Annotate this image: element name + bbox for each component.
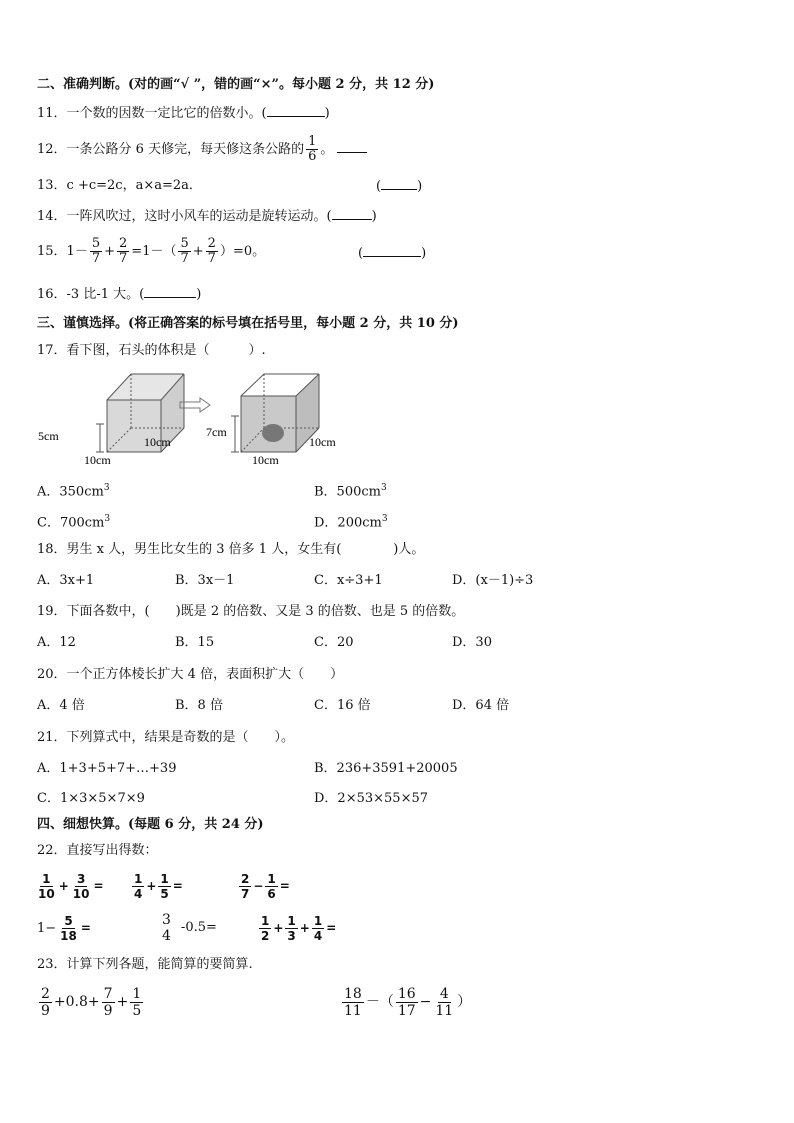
numerator: 5 <box>64 914 73 928</box>
numerator: 1 <box>287 914 296 928</box>
numerator: 1 <box>132 985 142 1002</box>
equals: = <box>326 921 337 935</box>
operator: + <box>146 879 157 893</box>
fraction <box>285 914 297 943</box>
fraction <box>160 912 173 944</box>
paren-left: ( <box>376 179 382 194</box>
option-21-a[interactable]: A．1+3+5+7+…+39 <box>37 761 177 776</box>
numerator: 1 <box>134 872 143 886</box>
denominator: 5 <box>132 1002 142 1019</box>
left-container <box>96 374 184 452</box>
option-18-c[interactable]: C．x÷3+1 <box>314 573 383 588</box>
numerator: 18 <box>344 985 362 1002</box>
answer-blank-13[interactable] <box>381 177 417 190</box>
numerator: 2 <box>207 236 216 251</box>
fraction <box>396 986 418 1019</box>
question-16 <box>37 285 201 304</box>
denominator: 11 <box>344 1002 362 1019</box>
denominator: 17 <box>397 1002 416 1019</box>
option-20-b[interactable]: B．8 倍 <box>175 698 223 713</box>
denominator: 6 <box>267 887 276 901</box>
fraction <box>206 237 218 266</box>
question-19: 19．下面各数中，( )既是 2 的倍数、又是 3 的倍数、也是 5 的倍数。 <box>37 604 465 619</box>
question-18: 18．男生 x 人，男生比女生的 3 倍多 1 人，女生有( )人。 <box>37 542 425 557</box>
answer-blank-16[interactable] <box>144 285 196 298</box>
denominator: 7 <box>119 251 128 266</box>
option-19-a[interactable]: A．12 <box>37 635 76 650</box>
numerator: 16 <box>397 985 416 1002</box>
fraction <box>342 986 364 1019</box>
paren-right: ) <box>417 179 423 194</box>
answer-blank-14[interactable] <box>332 207 372 220</box>
calc-2 <box>340 982 471 1022</box>
denominator: 2 <box>261 929 270 943</box>
denominator: 4 <box>134 887 143 901</box>
numerator: 2 <box>241 872 250 886</box>
denominator: 10 <box>72 887 90 901</box>
numerator: 1 <box>267 872 276 886</box>
denominator: 4 <box>313 929 323 943</box>
expr-1 <box>34 868 104 904</box>
numerator: 3 <box>162 911 171 928</box>
denominator: 7 <box>241 887 250 901</box>
right-width-label: 10cm <box>309 435 336 449</box>
question-12 <box>37 132 367 168</box>
expr-6 <box>257 910 336 946</box>
cube-exponent: 3 <box>103 483 110 493</box>
denominator: 3 <box>287 929 296 943</box>
operator: + <box>58 879 69 893</box>
question-17: 17．看下图，石头的体积是（ ）. <box>37 343 266 358</box>
option-text: B．500cm <box>314 484 381 500</box>
denominator: 18 <box>60 929 77 943</box>
question-13-answer <box>376 177 422 196</box>
denominator: 10 <box>38 887 55 901</box>
option-17-d[interactable] <box>314 510 388 532</box>
option-text: A．350cm <box>37 484 104 500</box>
operator: + <box>299 921 310 935</box>
fraction <box>433 986 455 1019</box>
numerator: 5 <box>91 236 101 251</box>
answer-blank-15[interactable] <box>363 244 421 257</box>
paren-right: ) <box>421 246 427 261</box>
option-text: C．700cm <box>37 515 105 531</box>
option-20-c[interactable]: C．16 倍 <box>314 698 371 713</box>
option-18-a[interactable]: A．3x+1 <box>37 573 95 588</box>
numerator: 5 <box>180 236 189 251</box>
numerator: 1 <box>160 872 169 886</box>
numerator: 2 <box>119 236 128 251</box>
numerator: 4 <box>439 985 449 1002</box>
right-depth-label: 10cm <box>252 453 279 467</box>
option-17-b[interactable] <box>314 479 387 501</box>
denominator: 9 <box>103 1002 113 1019</box>
left-width-label: 10cm <box>144 435 171 449</box>
question-12-end: 。 <box>320 142 334 157</box>
operator: − <box>253 879 264 893</box>
question-11-end: ) <box>324 106 330 121</box>
numerator: 1 <box>261 914 270 928</box>
calc-end: ） <box>457 994 472 1010</box>
expr-2 <box>130 868 183 904</box>
option-19-d[interactable]: D．30 <box>452 635 492 650</box>
numerator: 1 <box>42 872 51 886</box>
equals: = <box>80 921 91 935</box>
fraction <box>36 872 57 901</box>
plus-sign: + <box>104 244 116 259</box>
calc-1 <box>37 982 145 1022</box>
expr-prefix: 1− <box>37 921 57 936</box>
cube-exponent: 3 <box>381 514 388 524</box>
denominator: 7 <box>91 251 101 266</box>
question-22: 22．直接写出得数： <box>37 843 158 858</box>
denominator: 7 <box>180 251 189 266</box>
question-21: 21．下列算式中，结果是奇数的是（ ）。 <box>37 730 295 745</box>
calc-mid: +0.8+ <box>53 994 100 1010</box>
fraction <box>239 872 251 901</box>
question-20: 20．一个正方体棱长扩大 4 倍，表面积扩大（ ） <box>37 667 344 682</box>
fraction <box>132 872 144 901</box>
option-18-d[interactable]: D．(x－1)÷3 <box>452 573 534 588</box>
question-13-text: 13．c +c=2c，a×a=2a． <box>37 178 202 193</box>
question-16-end: ) <box>196 287 202 302</box>
fraction <box>117 237 129 266</box>
cube-exponent: 3 <box>380 483 387 493</box>
fraction <box>58 914 79 943</box>
denominator: 5 <box>160 887 169 901</box>
question-11 <box>37 104 330 123</box>
operator: + <box>273 921 284 935</box>
fraction <box>312 914 324 943</box>
fraction <box>90 237 102 266</box>
denominator: 9 <box>41 1002 50 1019</box>
operator: + <box>116 994 129 1010</box>
option-21-d[interactable]: D．2×53×55×57 <box>314 791 428 806</box>
operator: − <box>419 994 432 1010</box>
fraction <box>130 986 143 1019</box>
question-14-text: 14．一阵风吹过，这时小风车的运动是旋转运动。( <box>37 209 332 224</box>
option-text: D．200cm <box>314 515 382 531</box>
right-height-label: 7cm <box>206 425 227 439</box>
answer-blank-12[interactable] <box>337 140 367 153</box>
fraction <box>71 872 92 901</box>
stone-icon <box>262 424 284 442</box>
expr-rest: -0.5= <box>180 920 217 935</box>
volume-figure <box>34 366 364 470</box>
fraction <box>158 872 170 901</box>
question-23: 23．计算下列各题，能简算的要简算. <box>37 957 253 972</box>
left-depth-label: 10cm <box>84 453 111 467</box>
option-19-b[interactable]: B．15 <box>175 635 215 650</box>
option-20-a[interactable]: A．4 倍 <box>37 698 85 713</box>
question-14 <box>37 207 377 226</box>
numerator: 2 <box>41 985 50 1002</box>
plus-sign: + <box>192 244 204 259</box>
fraction <box>265 872 277 901</box>
left-height-label: 5cm <box>38 429 59 443</box>
denominator: 11 <box>435 1002 454 1019</box>
numerator: 7 <box>103 985 113 1002</box>
denominator: 6 <box>308 149 317 164</box>
question-15-b: =1－（ <box>131 244 177 259</box>
section-4-title: 四、细想快算。(每题 6 分，共 24 分) <box>37 817 264 832</box>
cube-exponent: 3 <box>104 514 111 524</box>
fraction <box>178 237 190 266</box>
expr-3 <box>237 868 290 904</box>
option-17-c[interactable] <box>37 510 110 532</box>
expr-5 <box>158 910 217 946</box>
option-17-a[interactable] <box>37 479 110 501</box>
question-15 <box>37 234 265 270</box>
fraction <box>102 986 115 1019</box>
equals: = <box>172 879 183 893</box>
equals: = <box>93 879 104 893</box>
numerator: 1 <box>313 914 323 928</box>
denominator: 4 <box>162 927 171 944</box>
question-15-c: ）=0。 <box>219 244 266 259</box>
question-16-text: 16．-3 比-1 大。( <box>37 287 145 302</box>
fraction <box>39 986 52 1019</box>
question-15-a: 15．1－ <box>37 244 88 259</box>
denominator: 7 <box>207 251 216 266</box>
fraction <box>306 135 318 164</box>
option-20-d[interactable]: D．64 倍 <box>452 698 510 713</box>
calc-mid: －（ <box>365 994 394 1010</box>
option-21-c[interactable]: C．1×3×5×7×9 <box>37 791 145 806</box>
paren-left: ( <box>358 246 364 261</box>
numerator: 3 <box>76 872 86 886</box>
fraction <box>259 914 271 943</box>
answer-blank-11[interactable] <box>267 104 325 117</box>
question-14-end: ) <box>371 209 377 224</box>
section-2-title: 二、准确判断。(对的画“√ ”，错的画“×”。每小题 2 分，共 12 分) <box>37 77 435 92</box>
equals: = <box>279 879 290 893</box>
option-18-b[interactable]: B．3x－1 <box>175 573 235 588</box>
expr-4 <box>37 910 91 947</box>
question-12-text: 12．一条公路分 6 天修完，每天修这条公路的 <box>37 142 305 157</box>
option-19-c[interactable]: C．20 <box>314 635 354 650</box>
question-15-answer <box>358 244 426 263</box>
section-3-title: 三、谨慎选择。(将正确答案的标号填在括号里，每小题 2 分，共 10 分) <box>37 316 459 331</box>
question-11-text: 11．一个数的因数一定比它的倍数小。( <box>37 106 267 121</box>
numerator: 1 <box>308 134 317 149</box>
option-21-b[interactable]: B．236+3591+20005 <box>314 761 458 776</box>
